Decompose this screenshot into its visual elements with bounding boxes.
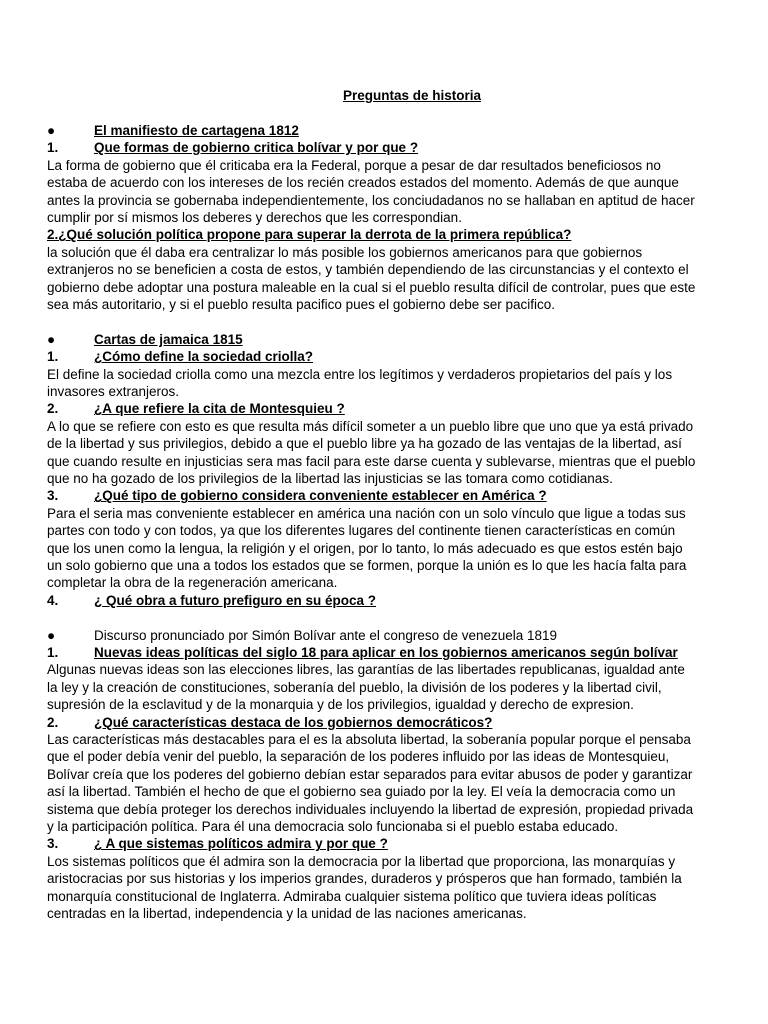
answer-line: que cuando resulte en injusticias sera mas facil para este darse cuenta y sublevarse, mientras que el pueblo	[47, 453, 696, 469]
spacer	[47, 313, 731, 330]
question-text: 2.¿Qué solución política propone para superar la derrota de la primera república?	[47, 227, 572, 243]
answer-paragraph	[47, 418, 731, 488]
answer-line: Las características más destacables para el es la absoluta libertad, la soberanía popular porque el pensaba	[47, 732, 691, 748]
question-number: 3.	[47, 488, 59, 504]
question	[47, 644, 731, 661]
answer-line: monarquía constitucional de Inglaterra. Admiraba cualquier sistema político que tuviera ideas políticas	[47, 888, 657, 904]
answer-paragraph	[47, 244, 731, 314]
answer-line: sea más autoritario, y si el pueblo resulta pacifico pues el gobierno debe ser pacifico.	[47, 297, 556, 313]
answer-line: La forma de gobierno que él criticaba era la Federal, porque a pesar de dar resultados beneficiosos no	[47, 157, 661, 173]
answer-line: extranjeros no se beneficien a costa de estos, y también dependiendo de las circunstancias y el contexto el	[47, 262, 689, 278]
question-text: ¿ A que sistemas políticos admira y por que ?	[94, 836, 388, 852]
answer-line: así la libertad. También el hecho de que el gobierno sea guiado por la ley. El veía la democracia como un	[47, 784, 676, 800]
bullet-icon: ●	[47, 627, 56, 643]
document-body	[47, 122, 731, 922]
answer-paragraph	[47, 661, 731, 713]
answer-paragraph	[47, 366, 731, 401]
document-title: Preguntas de historia	[342, 88, 482, 103]
answer-line: Para el seria mas conveniente establecer en américa una nación con un solo vínculo que ligue a todas sus	[47, 505, 686, 521]
answer-line: Los sistemas políticos que él admira son la democracia por la libertad que proporciona, las monarquías y	[47, 853, 676, 869]
section-heading	[47, 122, 731, 139]
answer-paragraph	[47, 731, 731, 835]
answer-line: antes la provincia se gobernaba independientemente, los conciudadanos no se hallaban en aptitud de hacer	[47, 192, 695, 208]
answer-line: Algunas nuevas ideas son las elecciones libres, las garantías de las libertades republicanas, igualdad ante	[47, 662, 685, 678]
section-heading	[47, 331, 731, 348]
question-text: ¿ Qué obra a futuro prefiguro en su época ?	[94, 592, 377, 608]
section-discurso-angostura	[47, 627, 731, 923]
question-number: 3.	[47, 836, 59, 852]
answer-line: la ley y la creación de constituciones, soberanía del pueblo, la división de los poderes y la libertad civil,	[47, 679, 662, 695]
answer-line: partes con todo y con todos, ya que los diferentes lugares del continente tienen características en común	[47, 523, 676, 539]
question-number: 1.	[47, 645, 59, 661]
answer-line: Bolívar creía que los poderes del gobierno debían estar separados para evitar abusos de poder y garantizar	[47, 766, 693, 782]
section-cartas-jamaica	[47, 331, 731, 609]
answer-line: centradas en la libertad, independencia y la unidad de las naciones americanas.	[47, 906, 527, 922]
question-text: Nuevas ideas políticas del siglo 18 para aplicar en los gobiernos americanos según bolívar	[94, 645, 678, 661]
answer-line: A lo que se refiere con esto es que resulta más difícil someter a un pueblo libre que uno que ya está privado	[47, 418, 694, 434]
question-number: 1.	[47, 140, 59, 156]
question-text: ¿Qué características destaca de los gobiernos democráticos?	[94, 714, 493, 730]
answer-line: cumplir por sí mismos los deberes y derechos que les correspondian.	[47, 210, 462, 225]
answer-line: que el poder debía venir del pueblo, la separación de los poderes influido por las ideas de Montesquieu,	[47, 749, 670, 765]
spacer	[47, 609, 731, 626]
question-text: ¿Qué tipo de gobierno considera conveniente establecer en América ?	[94, 488, 547, 504]
section-heading	[47, 627, 731, 644]
section-title: Discurso pronunciado por Simón Bolívar ante el congreso de venezuela 1819	[94, 627, 558, 643]
question	[47, 400, 731, 417]
question	[47, 835, 731, 852]
question-number: 2.	[47, 401, 59, 417]
answer-paragraph	[47, 157, 731, 227]
section-manifiesto-cartagena	[47, 122, 731, 313]
section-title: El manifiesto de cartagena 1812	[94, 123, 299, 138]
question-number: 2.	[47, 714, 59, 730]
answer-line: gobierno debe adoptar una postura maleable en la cual si el pueblo resulta difícil de controlar, pues que este	[47, 279, 696, 295]
answer-line: la solución que él daba era centralizar lo más posible los gobiernos americanos para que gobiernos	[47, 244, 643, 260]
question	[47, 592, 731, 609]
answer-line: de la libertad y sus privilegios, debido a que el pueblo libre ya ha gozado de las ventajas de la libertad, así	[47, 436, 682, 452]
answer-line: invasores extranjeros.	[47, 384, 180, 400]
answer-paragraph	[47, 853, 731, 923]
question-text: ¿Cómo define la sociedad criolla?	[94, 349, 314, 365]
question	[47, 348, 731, 365]
answer-line: y la participación política. Para él una democracia solo funcionaba si el pueblo estaba educado.	[47, 819, 619, 835]
answer-line: un solo gobierno que una a todos los estados que se formen, porque la unión es lo que les hacía falta para	[47, 558, 687, 574]
question-text: ¿A que refiere la cita de Montesquieu ?	[94, 401, 345, 417]
question-number: 4.	[47, 592, 59, 608]
question	[47, 487, 731, 504]
answer-paragraph	[47, 505, 731, 592]
bullet-icon: ●	[47, 331, 56, 347]
answer-line: El define la sociedad criolla como una mezcla entre los legítimos y verdaderos propietarios del país y los	[47, 366, 673, 382]
section-title: Cartas de jamaica 1815	[94, 331, 243, 347]
question	[47, 139, 731, 156]
answer-line: estaba de acuerdo con los intereses de los recién creados estados del momento. Además de que aunque	[47, 175, 679, 191]
answer-line: que no ha gozado de los privilegios de la libertad las injusticias se las tomara como cotidianas.	[47, 471, 613, 487]
answer-line: aristocracias por sus historias y los imperios grandes, duraderos y prósperos que han formado, también la	[47, 871, 682, 887]
bullet-icon: ●	[47, 123, 56, 138]
question	[47, 714, 731, 731]
answer-line: supresión de la esclavitud y de la monarquia y de los privilegios, igualdad y derecho de expresion.	[47, 697, 634, 713]
answer-line: que los unen como la lengua, la religión y el origen, por lo tanto, lo más adecuado es que estos estén bajo	[47, 540, 683, 556]
answer-line: completar la obra de la regeneración americana.	[47, 575, 338, 591]
answer-line: sistema que debía proteger los derechos individuales incluyendo la libertad de expresión, propiedad privada	[47, 801, 694, 817]
question-text: Que formas de gobierno critica bolívar y por que ?	[94, 140, 419, 156]
question-number: 1.	[47, 349, 59, 365]
